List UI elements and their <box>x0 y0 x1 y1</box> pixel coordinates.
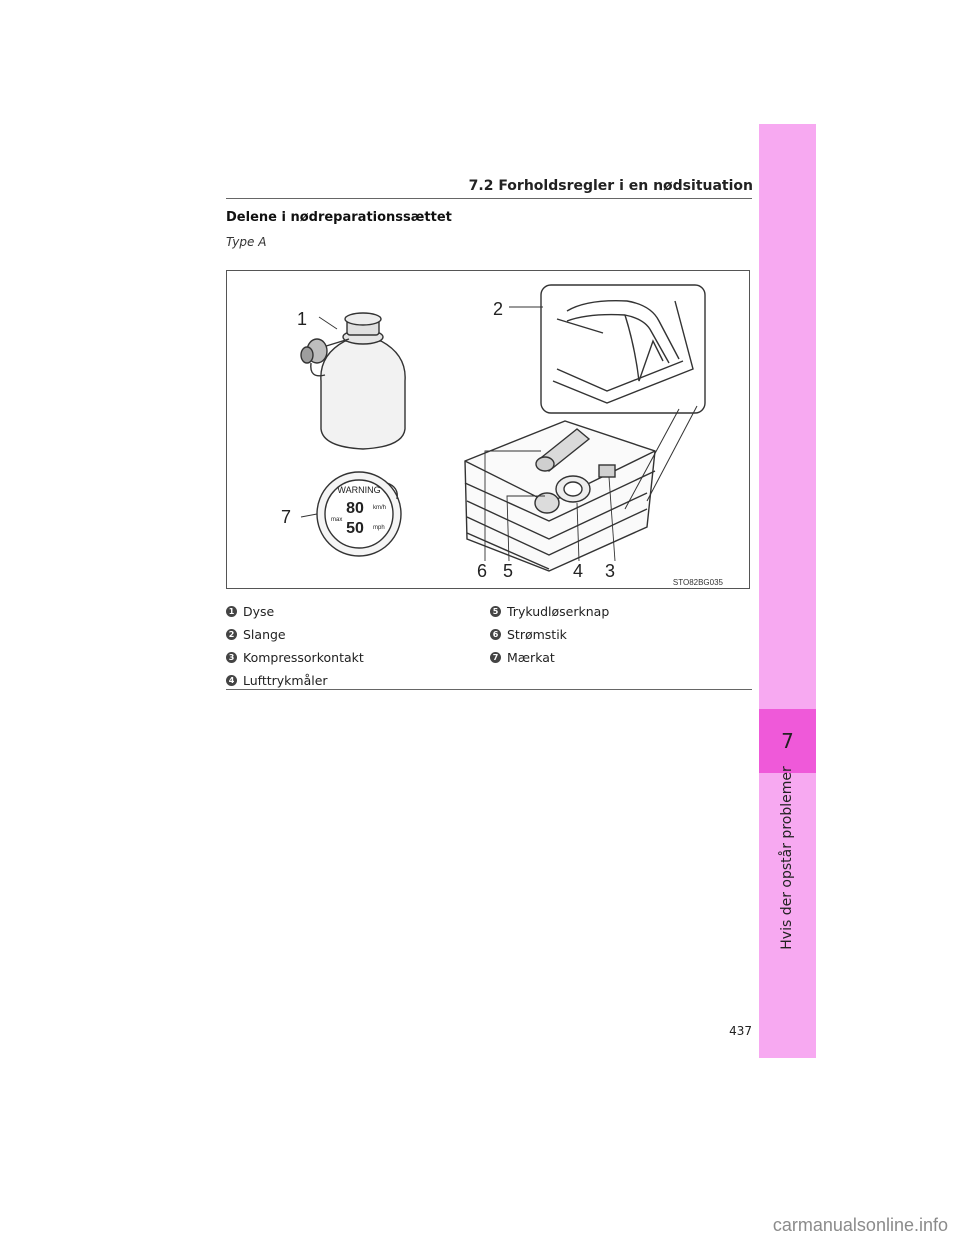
legend-item <box>226 600 486 623</box>
legend-number-badge: 2 <box>226 629 237 640</box>
footer-divider <box>226 689 752 690</box>
legend-label: Lufttrykmåler <box>243 673 328 688</box>
legend-label: Trykudløserknap <box>507 604 610 619</box>
legend-number-badge: 7 <box>490 652 501 663</box>
chapter-number: 7 <box>759 709 816 773</box>
page-heading: Delene i nødreparationssættet <box>226 210 452 225</box>
legend-item <box>490 623 750 646</box>
header-divider <box>226 198 752 199</box>
sticker-max-label: max <box>331 517 343 523</box>
legend-label: Mærkat <box>507 650 555 665</box>
legend-item <box>226 646 486 669</box>
legend-label: Dyse <box>243 604 275 619</box>
legend-label: Strømstik <box>507 627 567 642</box>
type-subheading: Type A <box>226 235 267 249</box>
chapter-label: Hvis der opstår problemer <box>779 766 795 950</box>
sticker-kmh-unit: km/h <box>373 505 387 511</box>
callout-6: 6 <box>477 561 488 581</box>
legend-label: Slange <box>243 627 286 642</box>
callout-5: 5 <box>503 561 514 581</box>
legend-item <box>490 646 750 669</box>
sealant-bottle-drawing <box>301 313 405 449</box>
watermark: carmanualsonline.info <box>772 1215 948 1235</box>
section-header: 7.2 Forholdsregler i en nødsituation <box>468 178 753 194</box>
callout-3: 3 <box>605 561 616 581</box>
callout-7: 7 <box>281 507 292 527</box>
page-number: 437 <box>729 1024 752 1038</box>
repair-kit-illustration <box>227 271 749 588</box>
callout-2: 2 <box>493 299 504 319</box>
legend-number-badge: 1 <box>226 606 237 617</box>
sticker-kmh-value: 80 <box>346 500 364 517</box>
legend-number-badge: 3 <box>226 652 237 663</box>
legend-number-badge: 6 <box>490 629 501 640</box>
legend-item <box>226 623 486 646</box>
sticker-warning: WARNING <box>337 485 381 495</box>
legend-label: Kompressorkontakt <box>243 650 364 665</box>
legend-item <box>490 600 750 623</box>
legend-left-column <box>226 600 486 692</box>
callout-4: 4 <box>573 561 584 581</box>
figure-code: STO82BG035 <box>672 578 723 587</box>
legend-number-badge: 4 <box>226 675 237 686</box>
legend-number-badge: 5 <box>490 606 501 617</box>
legend-right-column <box>490 600 750 669</box>
repair-kit-figure <box>226 270 750 589</box>
compressor-drawing <box>465 421 655 571</box>
callout-1: 1 <box>297 309 308 329</box>
sticker-mph-unit: mph <box>373 525 385 531</box>
sticker-mph-value: 50 <box>346 520 364 537</box>
